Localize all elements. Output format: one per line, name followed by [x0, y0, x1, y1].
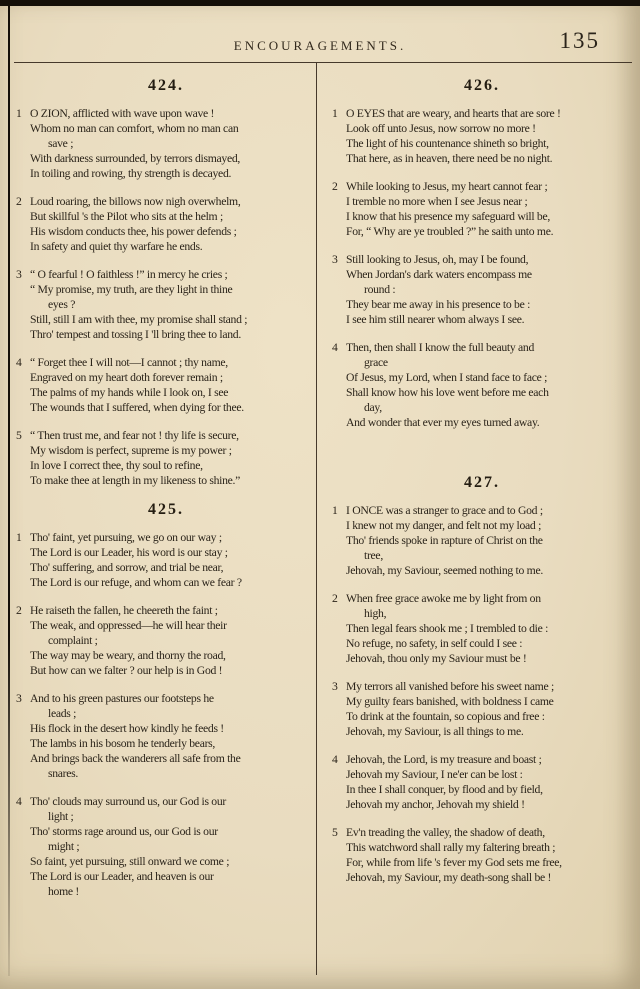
- verse-line: Jehovah, my Saviour, seemed nothing to me.: [346, 564, 543, 577]
- verse-body: [30, 106, 316, 181]
- verse-line: “ Then trust me, and fear not ! thy life is secure,: [30, 429, 239, 442]
- verse-number: 1: [16, 107, 22, 120]
- verse: [16, 194, 316, 254]
- verse: [16, 794, 316, 899]
- verse: [332, 825, 632, 885]
- verse-line: While looking to Jesus, my heart cannot fear ;: [346, 180, 548, 193]
- verse-line: Jehovah, my Saviour, my death-song shall be !: [346, 871, 552, 884]
- verse-line: light ;: [48, 810, 74, 823]
- hymn-426: [332, 77, 632, 430]
- verse-body: [30, 530, 316, 590]
- verse-body: [346, 825, 632, 885]
- verse-body: [346, 179, 632, 239]
- verse-line: O EYES that are weary, and hearts that are sore !: [346, 107, 561, 120]
- verse-line: So faint, yet pursuing, still onward we come ;: [30, 855, 230, 868]
- verse-number: 3: [16, 268, 22, 281]
- verse-line: And wonder that ever my eyes turned away.: [346, 416, 540, 429]
- page-top-edge: [0, 0, 640, 6]
- verse-line: Shall know how his love went before me each: [346, 386, 549, 399]
- hymn-number: 426.: [464, 77, 500, 94]
- verse-body: [346, 503, 632, 578]
- verse-line: Still looking to Jesus, oh, may I be found,: [346, 253, 529, 266]
- verse-line: His flock in the desert how kindly he feeds !: [30, 722, 224, 735]
- verse-number: 3: [16, 692, 22, 705]
- verse-line: The wounds that I suffered, when dying for thee.: [30, 401, 244, 414]
- verse-number: 2: [332, 180, 338, 193]
- verse-line: The Lord is our refuge, and whom can we fear ?: [30, 576, 242, 589]
- verse: [332, 679, 632, 739]
- verse-line: For, “ Why are ye troubled ?” he saith unto me.: [346, 225, 554, 238]
- verse-line: “ Forget thee I will not—I cannot ; thy name,: [30, 356, 228, 369]
- verse-line: Tho' faint, yet pursuing, we go on our way ;: [30, 531, 222, 544]
- verse-body: [30, 428, 316, 488]
- verse: [332, 752, 632, 812]
- verse-line: My guilty fears banished, with boldness I came: [346, 695, 554, 708]
- verse-line: day,: [364, 401, 382, 414]
- verse-line: Jehovah my Saviour, I ne'er can be lost :: [346, 768, 523, 781]
- verse-body: [30, 194, 316, 254]
- verse: [332, 106, 632, 166]
- page-left-edge: [8, 6, 10, 976]
- verse-line: eyes ?: [48, 298, 76, 311]
- hymn-424: [16, 77, 316, 488]
- verse-number: 4: [16, 356, 22, 369]
- verse-line: The Lord is our Leader, and heaven is our: [30, 870, 214, 883]
- verse-line: I know that his presence my safeguard will be,: [346, 210, 550, 223]
- verse-line: The weak, and oppressed—he will hear their: [30, 619, 227, 632]
- verse: [16, 428, 316, 488]
- verse-line: Engraved on my heart doth forever remain ;: [30, 371, 223, 384]
- verse-body: [346, 106, 632, 166]
- verse-number: 3: [332, 680, 338, 693]
- verse-line: O ZION, afflicted with wave upon wave !: [30, 107, 215, 120]
- verse-line: The palms of my hands while I look on, I see: [30, 386, 229, 399]
- verse-line: In toiling and rowing, thy strength is decayed.: [30, 167, 232, 180]
- verse-number: 1: [332, 107, 338, 120]
- header-rule: [14, 62, 632, 63]
- verse-line: “ My promise, my truth, are they light in thine: [30, 283, 233, 296]
- verse: [332, 503, 632, 578]
- verse-line: But skillful 's the Pilot who sits at the helm ;: [30, 210, 223, 223]
- column-left: [16, 64, 318, 989]
- verse: [16, 355, 316, 415]
- columns-container: [16, 64, 632, 989]
- hymn-425: [16, 501, 316, 899]
- verse-line: Then legal fears shook me ; I trembled to die :: [346, 622, 549, 635]
- verse-number: 2: [332, 592, 338, 605]
- verse-line: Jehovah, the Lord, is my treasure and boast ;: [346, 753, 542, 766]
- hymn-number: 427.: [464, 474, 500, 491]
- verse: [16, 106, 316, 181]
- verse-body: [346, 340, 632, 430]
- verse-body: [30, 794, 316, 899]
- verse-line: Look off unto Jesus, now sorrow no more !: [346, 122, 536, 135]
- verse-body: [346, 591, 632, 666]
- verse-line: In love I correct thee, thy soul to refine,: [30, 459, 203, 472]
- verse-line: Jehovah, my Saviour, is all things to me.: [346, 725, 524, 738]
- verse-line: He raiseth the fallen, he cheereth the faint ;: [30, 604, 218, 617]
- verse-body: [346, 679, 632, 739]
- verse-line: No refuge, no safety, in self could I see :: [346, 637, 523, 650]
- verse-line: Ev'n treading the valley, the shadow of death,: [346, 826, 545, 839]
- verse: [332, 252, 632, 327]
- verse-line: In thee I shall conquer, by flood and by field,: [346, 783, 543, 796]
- verse-line: Tho' friends spoke in rapture of Christ on the: [346, 534, 543, 547]
- verse-line: Tho' storms rage around us, our God is our: [30, 825, 218, 838]
- verse-line: When Jordan's dark waters encompass me: [346, 268, 532, 281]
- verse-line: I tremble no more when I see Jesus near ;: [346, 195, 528, 208]
- verse-line: Of Jesus, my Lord, when I stand face to face ;: [346, 371, 548, 384]
- verse-number: 1: [16, 531, 22, 544]
- hymn-number: 425.: [148, 501, 184, 518]
- verse-number: 4: [332, 753, 338, 766]
- verse-line: Jehovah, thou only my Saviour must be !: [346, 652, 527, 665]
- verse-line: I knew not my danger, and felt not my load ;: [346, 519, 542, 532]
- verse-line: I see him still nearer whom always I see.: [346, 313, 525, 326]
- page-number: 135: [559, 28, 600, 53]
- running-head: ENCOURAGEMENTS.: [233, 38, 407, 53]
- verse-line: My wisdom is perfect, supreme is my power ;: [30, 444, 232, 457]
- verse-number: 5: [332, 826, 338, 839]
- verse-number: 4: [332, 341, 338, 354]
- verse-line: When free grace awoke me by light from on: [346, 592, 541, 605]
- verse-number: 5: [16, 429, 22, 442]
- verse-line: tree,: [364, 549, 383, 562]
- verse-line: save ;: [48, 137, 74, 150]
- verse-number: 4: [16, 795, 22, 808]
- verse-line: The Lord is our Leader, his word is our stay ;: [30, 546, 228, 559]
- verse-line: But how can we falter ? our help is in God !: [30, 664, 223, 677]
- verse-line: My terrors all vanished before his sweet name ;: [346, 680, 554, 693]
- verse-number: 1: [332, 504, 338, 517]
- verse: [16, 691, 316, 781]
- verse-line: round :: [364, 283, 396, 296]
- verse: [16, 603, 316, 678]
- verse-line: might ;: [48, 840, 80, 853]
- hymn-number: 424.: [148, 77, 184, 94]
- verse-line: high,: [364, 607, 387, 620]
- verse-line: That here, as in heaven, there need be no night.: [346, 152, 553, 165]
- verse-line: And brings back the wanderers all safe from the: [30, 752, 241, 765]
- verse-line: The light of his countenance shineth so bright,: [346, 137, 549, 150]
- verse-body: [30, 603, 316, 678]
- hymn-427: [332, 474, 632, 885]
- verse-line: “ O fearful ! O faithless !” in mercy he cries ;: [30, 268, 228, 281]
- verse-line: They bear me away in his presence to be :: [346, 298, 531, 311]
- verse: [16, 530, 316, 590]
- verse-line: The way may be weary, and thorny the road,: [30, 649, 226, 662]
- verse-line: complaint ;: [48, 634, 98, 647]
- column-right: [318, 64, 632, 989]
- verse-line: grace: [364, 356, 388, 369]
- verse-body: [30, 355, 316, 415]
- verse-line: Whom no man can comfort, whom no man can: [30, 122, 239, 135]
- verse-line: Tho' clouds may surround us, our God is our: [30, 795, 226, 808]
- verse-body: [346, 252, 632, 327]
- verse-line: Thro' tempest and tossing I 'll bring thee to land.: [30, 328, 241, 341]
- verse-line: snares.: [48, 767, 79, 780]
- verse-line: Still, still I am with thee, my promise shall stand ;: [30, 313, 248, 326]
- verse-line: home !: [48, 885, 79, 898]
- verse-body: [30, 691, 316, 781]
- verse: [332, 340, 632, 430]
- verse-line: His wisdom conducts thee, his power defends ;: [30, 225, 237, 238]
- verse-line: I ONCE was a stranger to grace and to God ;: [346, 504, 543, 517]
- verse: [332, 179, 632, 239]
- verse-line: The lambs in his bosom he tenderly bears,: [30, 737, 216, 750]
- verse: [16, 267, 316, 342]
- verse-body: [30, 267, 316, 342]
- verse-number: 2: [16, 604, 22, 617]
- verse-line: Jehovah my anchor, Jehovah my shield !: [346, 798, 525, 811]
- verse-number: 3: [332, 253, 338, 266]
- verse-line: In safety and quiet thy warfare he ends.: [30, 240, 203, 253]
- verse-line: Then, then shall I know the full beauty and: [346, 341, 535, 354]
- verse-line: leads ;: [48, 707, 77, 720]
- verse-number: 2: [16, 195, 22, 208]
- verse-line: Loud roaring, the billows now nigh overwhelm,: [30, 195, 241, 208]
- verse-line: For, while from life 's fever my God sets me free,: [346, 856, 562, 869]
- verse: [332, 591, 632, 666]
- verse-line: To make thee at length in my likeness to shine.”: [30, 474, 241, 487]
- verse-line: And to his green pastures our footsteps he: [30, 692, 214, 705]
- verse-line: To drink at the fountain, so copious and free :: [346, 710, 545, 723]
- verse-line: This watchword shall rally my faltering breath ;: [346, 841, 556, 854]
- verse-body: [346, 752, 632, 812]
- verse-line: With darkness surrounded, by terrors dismayed,: [30, 152, 241, 165]
- verse-line: Tho' suffering, and sorrow, and trial be near,: [30, 561, 224, 574]
